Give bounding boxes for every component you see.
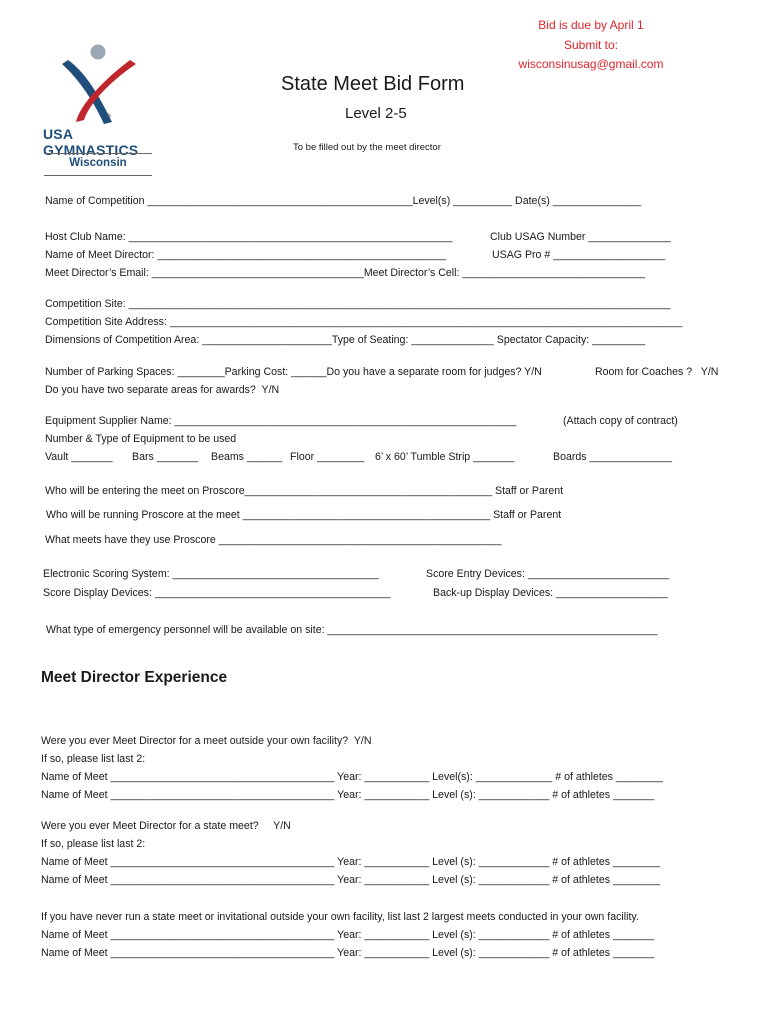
parking-row[interactable]: Number of Parking Spaces: ________Parking Cost: ______Do you have a separate room for judges? Y/N	[45, 366, 542, 378]
level-subtitle: Level 2-5	[345, 105, 407, 122]
competition-area-row[interactable]: Dimensions of Competition Area: ______________________Type of Seating: ______________ Spectator Capacity: _________	[45, 334, 646, 346]
usag-pro-field[interactable]: USAG Pro # ___________________	[492, 249, 666, 261]
due-date-line: Bid is due by April 1	[538, 18, 644, 32]
boards-field[interactable]: Boards ______________	[553, 451, 672, 463]
state-meet-row-1[interactable]: Name of Meet ______________________________________ Year: ___________ Level (s): ____________ # of athletes ________	[41, 856, 661, 868]
own-facility-instruction: If you have never run a state meet or invitational outside your own facility, list last 2 largest meets conducted in your own facility.	[41, 911, 639, 923]
logo-brand-text: USA GYMNASTICS	[43, 126, 139, 158]
awards-areas-field[interactable]: Do you have two separate areas for awards? Y/N	[45, 384, 280, 396]
proscore-running-field[interactable]: Who will be running Proscore at the meet __________________________________________ Staff or Parent	[46, 509, 562, 521]
state-meet-question[interactable]: Were you ever Meet Director for a state meet? Y/N	[41, 820, 291, 832]
tumble-strip-field[interactable]: 6’ x 60’ Tumble Strip _______	[375, 451, 515, 463]
competition-site-field[interactable]: Competition Site: ____________________________________________________________________________________________	[45, 298, 671, 310]
due-date-notice	[491, 16, 691, 75]
equipment-type-label: Number & Type of Equipment to be used	[45, 433, 237, 445]
competition-site-address-field[interactable]: Competition Site Address: _______________________________________________________________________________________	[45, 316, 683, 328]
own-facility-row-2[interactable]: Name of Meet ______________________________________ Year: ___________ Level (s): ____________ # of athletes _______	[41, 947, 655, 959]
coaches-room-field[interactable]: Room for Coaches ? Y/N	[595, 366, 719, 378]
bars-field[interactable]: Bars _______	[132, 451, 198, 463]
experience-heading: Meet Director Experience	[41, 669, 228, 686]
meet-director-field[interactable]: Name of Meet Director: _________________________________________________	[45, 249, 447, 261]
state-meet-list-label: If so, please list last 2:	[41, 838, 146, 850]
proscore-entering-field[interactable]: Who will be entering the meet on Proscore__________________________________________ Staff or Parent	[45, 485, 564, 497]
proscore-meets-field[interactable]: What meets have they use Proscore ________________________________________________	[45, 534, 502, 546]
director-email-cell-row[interactable]: Meet Director’s Email: ____________________________________Meet Director’s Cell: _______________________________	[45, 267, 646, 279]
score-entry-devices-field[interactable]: Score Entry Devices: ________________________	[426, 568, 670, 580]
submit-to-line: Submit to:	[563, 37, 619, 52]
own-facility-row-1[interactable]: Name of Meet ______________________________________ Year: ___________ Level (s): ____________ # of athletes _______	[41, 929, 655, 941]
backup-display-devices-field[interactable]: Back-up Display Devices: ___________________	[433, 587, 668, 599]
attach-contract-note: (Attach copy of contract)	[563, 415, 678, 427]
submit-email[interactable]: wisconsinusag@gmail.com	[518, 57, 664, 71]
equipment-supplier-field[interactable]: Equipment Supplier Name: __________________________________________________________	[45, 415, 517, 427]
outside-facility-question[interactable]: Were you ever Meet Director for a meet outside your own facility? Y/N	[41, 735, 372, 747]
emergency-personnel-field[interactable]: What type of emergency personnel will be available on site: ________________________________________________________	[46, 624, 658, 636]
electronic-scoring-field[interactable]: Electronic Scoring System: ___________________________________	[43, 568, 379, 580]
club-usag-field[interactable]: Club USAG Number ______________	[490, 231, 671, 243]
instruction-text: To be filled out by the meet director	[293, 142, 441, 153]
registered-mark: ®	[106, 113, 112, 120]
logo-divider-bottom	[44, 175, 152, 176]
logo-divider-top	[44, 153, 152, 154]
vault-field[interactable]: Vault _______	[45, 451, 113, 463]
state-meet-row-2[interactable]: Name of Meet ______________________________________ Year: ___________ Level (s): ____________ # of athletes ________	[41, 874, 661, 886]
usa-gymnastics-wisconsin-logo	[40, 42, 165, 182]
score-display-devices-field[interactable]: Score Display Devices: ________________________________________	[43, 587, 391, 599]
floor-field[interactable]: Floor ________	[290, 451, 365, 463]
competition-name-row[interactable]: Name of Competition _____________________________________________Level(s) __________ Date(s) _______________	[45, 195, 642, 207]
beams-field[interactable]: Beams ______	[211, 451, 283, 463]
page-title: State Meet Bid Form	[281, 73, 465, 95]
outside-meet-row-2[interactable]: Name of Meet ______________________________________ Year: ___________ Level (s): ____________ # of athletes _______	[41, 789, 655, 801]
host-club-field[interactable]: Host Club Name: _______________________________________________________	[45, 231, 453, 243]
outside-facility-list-label: If so, please list last 2:	[41, 753, 146, 765]
logo-state-text: Wisconsin	[69, 157, 127, 169]
outside-meet-row-1[interactable]: Name of Meet ______________________________________ Year: ___________ Level(s): _____________ # of athletes ________	[41, 771, 664, 783]
